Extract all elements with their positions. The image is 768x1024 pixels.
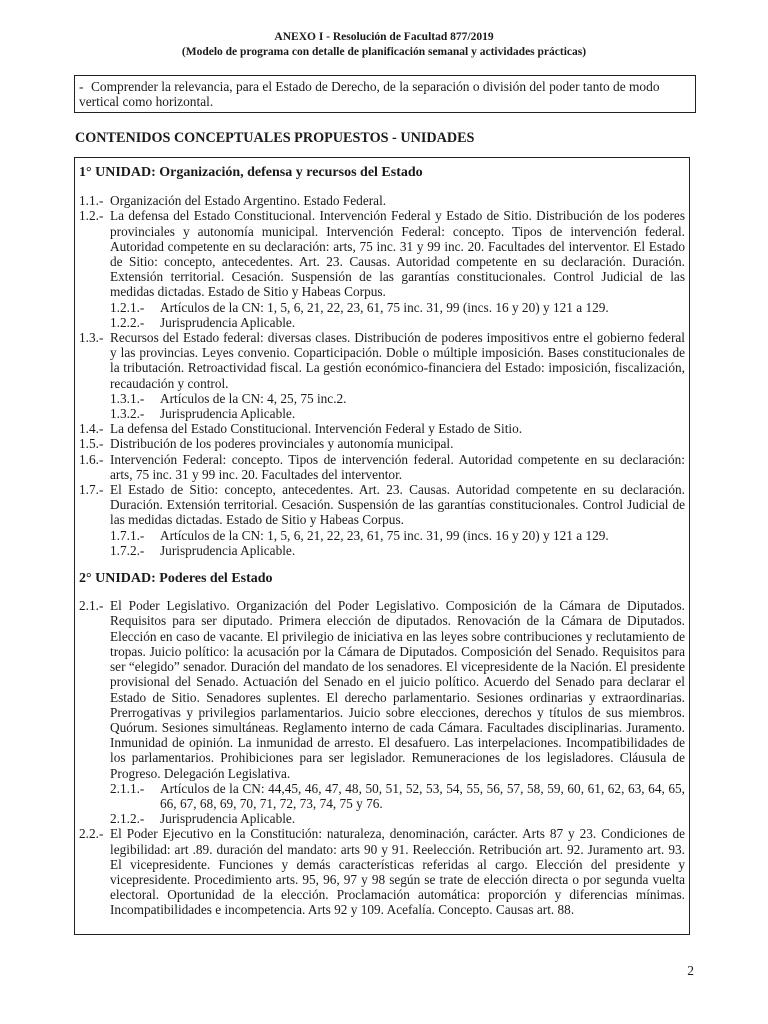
sub-item [79,315,685,330]
item-number: 2.2.- [79,826,104,842]
sub-item-text: Artículos de la CN: 1, 5, 6, 21, 22, 23, 61, 75 inc. 31, 99 (incs. 16 y 20) y 121 a 129. [160,527,609,543]
sub-item-text: Artículos de la CN: 44,45, 46, 47, 48, 50, 51, 52, 53, 54, 55, 56, 57, 58, 59, 60, 61, 62, 63, 64, 65, 66, 67, 68, 69, 70, 71, 72, 73, 74, 75 y 76. [160,780,685,811]
sub-item-text: Jurisprudencia Aplicable. [160,314,296,330]
sub-item-number: 2.1.2.- [110,811,145,827]
item-number: 1.7.- [79,482,104,498]
header-line-2: (Modelo de programa con detalle de planificación semanal y actividades prácticas) [181,46,587,58]
list-item [79,208,685,299]
list-item [79,482,685,528]
sub-item-text: Artículos de la CN: 4, 25, 75 inc.2. [160,390,347,406]
item-text: Distribución de los poderes provinciales y autonomía municipal. [110,436,454,452]
sub-item [79,406,685,421]
sub-item-text: Jurisprudencia Aplicable. [160,406,296,422]
objective-text: Comprender la relevancia, para el Estado de Derecho, de la separación o división del poder tanto de modo vertical como horizontal. [79,79,660,109]
item-text: Recursos del Estado federal: diversas clases. Distribución de poderes impositivos entre el gobierno federal y las provincias. Leyes convenio. Coparticipación. Doble o múltiple imposición. Bases constitucionales de la tributación. Retroactividad fiscal. La gestión económico-financiera del Estado: imposición, fiscalización, recaudación y control. [110,330,685,391]
list-item [79,452,685,482]
item-text: El Estado de Sitio: concepto, antecedentes. Art. 23. Causas. Autoridad competente en su declaración. Duración. Extensión territorial. Cesación. Suspensión de las garantías constitucionales. Control Judicial de las medidas dictadas. Estado de Sitio y Habeas Corpus. [110,482,685,528]
item-number: 1.6.- [79,451,104,467]
list-item [79,193,685,208]
sub-item [79,811,685,826]
sub-item [79,391,685,406]
document-header [0,30,768,60]
item-text: El Poder Legislativo. Organización del Poder Legislativo. Composición de la Cámara de Diputados. Requisitos para ser diputado. Primera elección de diputados. Renovación de la Cámara de Diputados. Elección en caso de vacante. El privilegio de iniciativa en las leyes sobre contribuciones y reclutamiento de tropas. Juicio político: la acusación por la Cámara de Diputados. Composición del Senado. Requisitos para ser “elegido” senador. Duración del mandato de los senadores. El vicepresidente de la Nación. El presidente provisional del Senado. Actuación del Senado en el juicio político. Acuerdo del Senado para declarar el Estado de Sitio. Senadores suplentes. El derecho parlamentario. Sesiones ordinarias y extraordinarias. Prerrogativas y privilegios parlamentarios. Juicio sobre elecciones, derechos y títulos de sus miembros. Quórum. Sesiones simultáneas. Reglamento interno de cada Cámara. Facultades disciplinarias. Juramento. Inmunidad de opinión. La inmunidad de arresto. El desafuero. Las interpelaciones. Incompatibilidades de los parlamentarios. Prohibiciones para ser legislador. Remuneraciones de los legisladores. Cláusula de Progreso. Delegación Legislativa. [110,598,685,781]
item-number: 1.4.- [79,421,104,437]
item-number: 1.1.- [79,193,104,209]
unit-1-title: 1° UNIDAD: Organización, defensa y recursos del Estado [79,165,423,180]
unit-2-title: 2° UNIDAD: Poderes del Estado [79,571,273,587]
sub-item-number: 1.2.2.- [110,314,145,330]
sub-item-text: Jurisprudencia Aplicable. [160,542,296,558]
section-title: CONTENIDOS CONCEPTUALES PROPUESTOS - UNIDADES [75,130,475,146]
list-item [79,421,685,436]
sub-item-number: 2.1.1.- [110,780,145,796]
sub-item [79,543,685,558]
item-number: 2.1.- [79,598,104,614]
sub-item-number: 1.3.2.- [110,406,145,422]
sub-item-number: 1.7.1.- [110,527,145,543]
list-item [79,436,685,451]
units-box [74,157,690,935]
unit-1-items [79,193,685,558]
item-number: 1.3.- [79,330,104,346]
sub-item-text: Jurisprudencia Aplicable. [160,811,296,827]
item-number: 1.5.- [79,436,104,452]
item-text: El Poder Ejecutivo en la Constitución: naturaleza, denominación, carácter. Arts 87 y 23. Condiciones de legibilidad: art .89. duración del mandato: arts 90 y 91. Reelección. Retribución art. 92. Juramento art. 93. El vicepresidente. Funciones y demás características referidas al cargo. Elección del presidente y vicepresidente. Procedimiento arts. 95, 96, 97 y 98 según se trate de elección directa o por segunda vuelta electoral. Oportunidad de la elección. Proclamación automática: proporción y diferencias mínimas. Incompatibilidades e incompetencia. Arts 92 y 109. Acefalía. Concepto. Causas art. 88. [110,826,685,918]
item-text: Intervención Federal: concepto. Tipos de intervención federal. Autoridad competente en su declaración: arts, 75 inc. 31 y 99 inc. 20. Facultades del interventor. [110,451,685,482]
objective-box [74,75,696,113]
list-item [79,826,685,917]
unit-2-items [79,598,685,917]
list-item [79,598,685,780]
sub-item-text: Artículos de la CN: 1, 5, 6, 21, 22, 23, 61, 75 inc. 31, 99 (incs. 16 y 20) y 121 a 129. [160,299,609,315]
sub-item [79,300,685,315]
sub-item [79,781,685,811]
sub-item [79,528,685,543]
header-line-1: ANEXO I - Resolución de Facultad 877/2019 [274,31,494,43]
sub-item-number: 1.2.1.- [110,299,145,315]
item-text: Organización del Estado Argentino. Estado Federal. [110,193,387,209]
item-text: La defensa del Estado Constitucional. Intervención Federal y Estado de Sitio. Distribución de los poderes provinciales y autonomía municipal. Intervención Federal: concepto. Tipos de intervención federal. Autoridad competente en su declaración: arts, 75 inc. 31 y 99 inc. 20. Facultades del interventor. El Estado de Sitio: concepto, antecedentes. Art. 23. Causas. Autoridad competente en su declaración. Duración. Extensión territorial. Cesación. Suspensión de las garantías constitucionales. Control Judicial de las medidas dictadas. Estado de Sitio y Habeas Corpus. [110,208,685,300]
sub-item-number: 1.3.1.- [110,390,145,406]
page-number: 2 [687,963,694,978]
list-item [79,330,685,391]
sub-item-number: 1.7.2.- [110,542,145,558]
item-number: 1.2.- [79,208,104,224]
item-text: La defensa del Estado Constitucional. Intervención Federal y Estado de Sitio. [110,421,523,437]
objective-dash: - [79,79,84,94]
